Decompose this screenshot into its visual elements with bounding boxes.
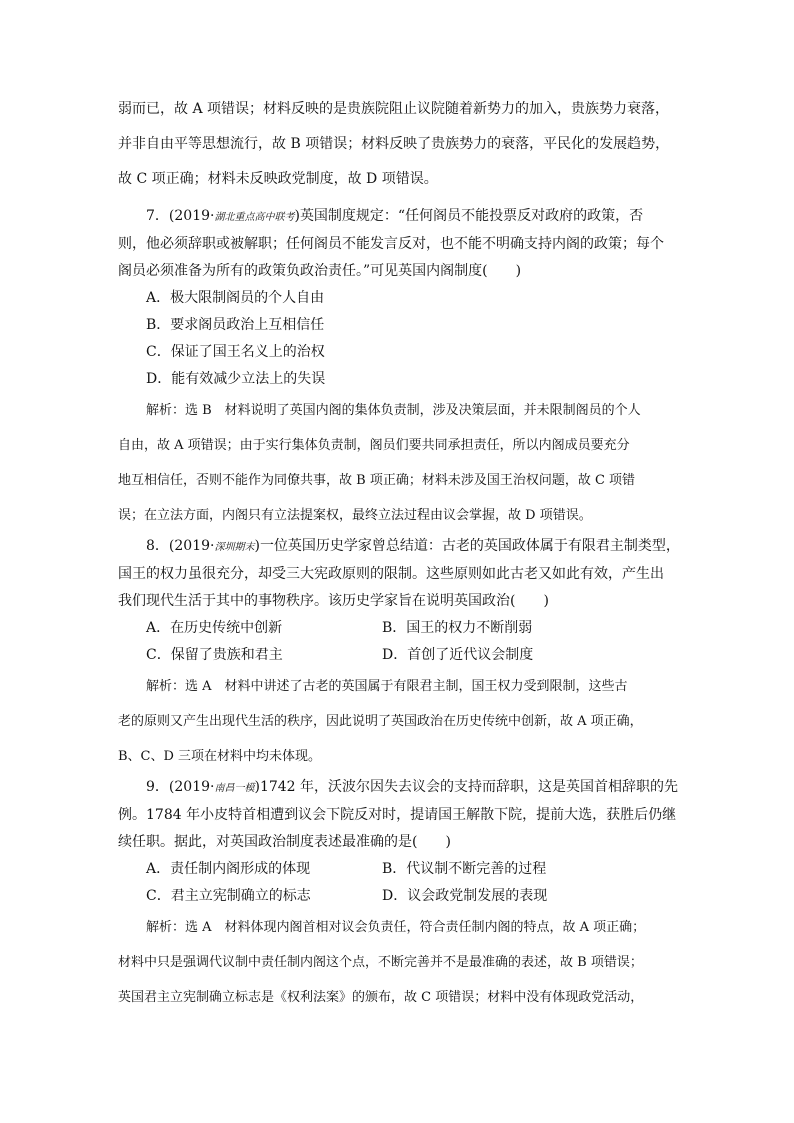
analysis-line: 地互相信任，否则不能作为同僚共事，故 B 项正确；材料未涉及国王治权问题，故 C 项错	[118, 473, 636, 488]
question-7	[118, 203, 680, 533]
question-stem: 9．(2019·南昌一模)1742 年，沃波尔因失去议会的支持而辞职，这是英国首相辞职的先	[146, 779, 679, 795]
question-number: 8．	[146, 538, 169, 554]
text-line: 故 C 项正确；材料未反映政党制度，故 D 项错误。	[118, 171, 438, 187]
previous-analysis-continuation	[118, 92, 680, 197]
analysis-line: 解析：选 A 材料体现内阁首相对议会负责任，符合责任制内阁的特点，故 A 项正确；	[146, 920, 646, 935]
options-grid	[118, 856, 680, 910]
document-page	[118, 92, 680, 1015]
option-a: A．责任制内阁形成的体现	[146, 861, 311, 877]
analysis-line: 材料中只是强调代议制中责任制内阁这个点，不断完善并不是最准确的表述，故 B 项错误；	[118, 955, 643, 970]
analysis	[118, 393, 680, 533]
analysis-line: 解析：选 B 材料说明了英国内阁的集体负责制，涉及决策层面，并未限制阁员的个人	[146, 403, 641, 418]
question-stem-line: 我们现代生活于其中的事物秩序。该历史学家旨在说明英国政治( )	[118, 593, 549, 609]
text-line: 弱而已，故 A 项错误；材料反映的是贵族院阻止议院随着新势力的加入，贵族势力衰落，	[118, 101, 670, 117]
question-source: 湖北重点高中联考	[214, 212, 295, 223]
option-b: B．代议制不断完善的过程	[382, 861, 547, 877]
option-c: C．保留了贵族和君主	[146, 647, 283, 663]
question-stem-line: 则，他必须辞职或被解职；任何阁员不能发言反对，也不能不明确支持内阁的政策；每个	[118, 236, 664, 252]
option-d: D．能有效减少立法上的失误	[146, 371, 326, 387]
analysis-line: 老的原则又产生出现代生活的秩序，因此说明了英国政治在历史传统中创新，故 A 项正确，	[118, 714, 643, 729]
question-source: 南昌一模	[214, 783, 255, 794]
question-stem: 7．(2019·湖北重点高中联考)英国制度规定：“任何阁员不能投票反对政府的政策，否	[146, 208, 644, 224]
text-line: 并非自由平等思想流行，故 B 项错误；材料反映了贵族势力的衰落，平民化的发展趋势，	[118, 136, 670, 152]
option-c: C．君主立宪制确立的标志	[146, 888, 311, 904]
question-source: 深圳期末	[214, 542, 255, 553]
analysis	[118, 669, 680, 774]
analysis-line: 误；在立法方面，内阁只有立法提案权，最终立法过程由议会掌握，故 D 项错误。	[118, 508, 592, 523]
analysis-line: 自由，故 A 项错误；由于实行集体负责制，阁员们要共同承担责任，所以内阁成员要充分	[118, 438, 630, 453]
options-list	[118, 285, 680, 393]
analysis-line: 英国君主立宪制确立标志是《权利法案》的颁布，故 C 项错误；材料中没有体现政党活动，	[118, 990, 644, 1005]
question-8	[118, 533, 680, 774]
question-stem-line: 国王的权力虽很充分，却受三大宪政原则的限制。这些原则如此古老又如此有效，产生出	[118, 566, 664, 582]
option-b: B．要求阁员政治上互相信任	[146, 317, 325, 333]
option-a: A．极大限制阁员的个人自由	[146, 290, 325, 306]
analysis	[118, 910, 680, 1015]
question-stem-line: 续任职。据此，对英国政治制度表述最准确的是( )	[118, 834, 451, 850]
option-a: A．在历史传统中创新	[146, 620, 283, 636]
analysis-line: 解析：选 A 材料中讲述了古老的英国属于有限君主制，国王权力受到限制，这些古	[146, 679, 628, 694]
option-d: D．首创了近代议会制度	[382, 647, 534, 663]
question-stem: 8．(2019·深圳期末)一位英国历史学家曾总结道：古老的英国政体属于有限君主制类型，	[146, 538, 680, 554]
question-stem-line: 例。1784 年小皮特首相遭到议会下院反对时，提请国王解散下院，提前大选，获胜后仍继	[118, 807, 677, 823]
analysis-line: B、C、D 三项在材料中均未体现。	[118, 749, 322, 764]
option-d: D．议会政党制发展的表现	[382, 888, 548, 904]
options-grid	[118, 615, 680, 669]
question-number: 7．	[146, 208, 169, 224]
option-c: C．保证了国王名义上的治权	[146, 344, 325, 360]
question-stem-line: 阁员必须准备为所有的政策负政治责任。”可见英国内阁制度( )	[118, 263, 522, 279]
question-9	[118, 774, 680, 1015]
question-number: 9．	[146, 779, 169, 795]
option-b: B．国王的权力不断削弱	[382, 620, 533, 636]
